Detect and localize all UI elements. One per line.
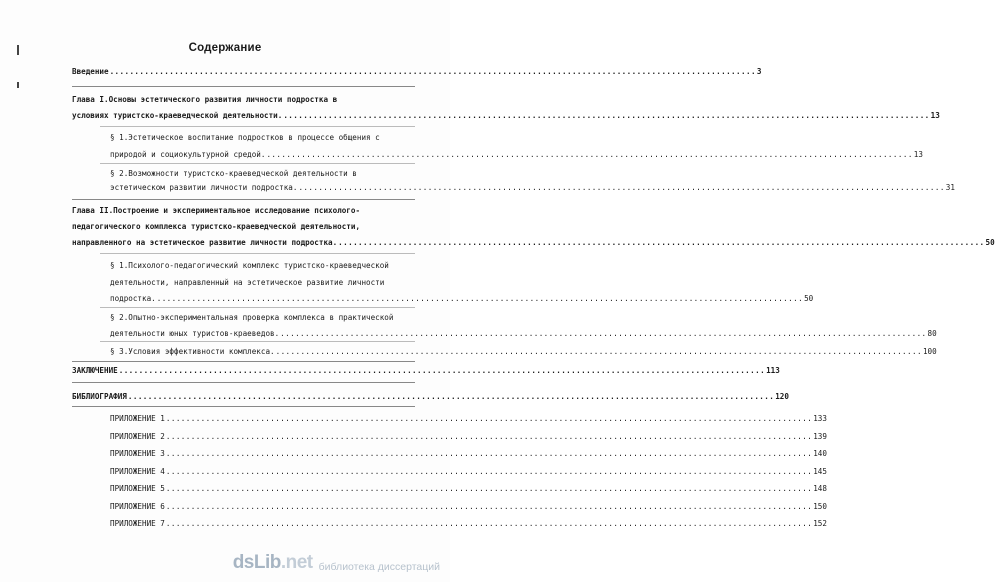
toc-leader-dots: ..................................................................................................................................	[298, 183, 945, 192]
toc-entry-page: 113	[766, 366, 780, 375]
divider	[72, 406, 415, 407]
page-title: Содержание	[188, 42, 262, 54]
toc-entry-appendix[interactable]	[110, 501, 827, 512]
divider	[72, 361, 415, 362]
divider	[100, 126, 415, 127]
toc-entry-page: 120	[775, 392, 789, 401]
toc-entry-page: 50	[804, 294, 814, 303]
divider	[72, 86, 415, 87]
toc-entry-page: 31	[945, 183, 955, 192]
toc-entry-page: 100	[922, 347, 937, 356]
toc-entry-intro[interactable]	[72, 67, 762, 77]
toc-entry-appendix[interactable]	[110, 519, 827, 529]
toc-entry-page: 145	[813, 466, 827, 476]
toc-entry-appendix[interactable]	[110, 484, 827, 494]
toc-entry-appendix[interactable]	[110, 414, 827, 424]
toc-entry-label: подростка.	[110, 294, 156, 303]
toc-entry-chapter-2[interactable]	[72, 238, 995, 248]
toc-entry-label: ПРИЛОЖЕНИЕ 4	[110, 466, 165, 476]
toc-entry-label: ПРИЛОЖЕНИЕ 3	[110, 449, 165, 458]
toc-entry-label: ПРИЛОЖЕНИЕ 7	[110, 519, 165, 528]
toc-entry-label: ПРИЛОЖЕНИЕ 1	[110, 414, 165, 423]
toc-entry-page: 139	[813, 431, 827, 441]
toc-entry-page: 148	[813, 484, 827, 493]
toc-chapter-2-line: Глава II.Построение и экспериментальное исследование психолого-	[72, 206, 361, 215]
toc-entry-section-2-1[interactable]	[110, 294, 814, 304]
toc-section-2-2-line: § 2.Опытно-экспериментальная проверка комплекса в практической	[110, 313, 394, 322]
toc-leader-dots: ..................................................................................................................................	[338, 238, 985, 247]
toc-entry-page: 80	[927, 329, 937, 338]
toc-entry-appendix[interactable]	[110, 449, 827, 459]
toc-entry-label: эстетическом развитии личности подростка.	[110, 183, 298, 192]
toc-leader-dots: ..................................................................................................................................	[156, 294, 804, 303]
toc-section-1-2-line: § 2.Возможности туристско-краеведческой деятельности в	[110, 169, 357, 178]
toc-entry-label: Введение	[72, 67, 109, 76]
watermark	[233, 552, 440, 574]
divider	[100, 307, 415, 308]
toc-entry-section-2-2[interactable]	[110, 329, 937, 339]
toc-entry-conclusion[interactable]	[72, 366, 780, 376]
toc-leader-dots: ..................................................................................................................................	[118, 366, 766, 375]
toc-entry-appendix[interactable]	[110, 431, 827, 442]
divider	[100, 163, 415, 164]
toc-entry-label: ПРИЛОЖЕНИЕ 2	[110, 431, 165, 441]
toc-chapter-2-line: педагогического комплекса туристско-краеведческой деятельности,	[72, 222, 361, 231]
toc-entry-page: 13	[913, 150, 923, 159]
toc-entry-label: направленного на эстетическое развитие личности подростка.	[72, 238, 338, 247]
toc-entry-section-1-2[interactable]	[110, 183, 955, 193]
toc-leader-dots: ..................................................................................................................................	[165, 501, 813, 511]
toc-entry-page: 13	[930, 111, 940, 120]
toc-leader-dots: ..................................................................................................................................	[165, 414, 813, 423]
divider	[100, 341, 415, 342]
toc-entry-page: 140	[813, 449, 827, 458]
toc-leader-dots: ..................................................................................................................................	[165, 484, 813, 493]
watermark-logo: dsLib.net	[232, 552, 313, 573]
watermark-text: библиотека диссертаций	[318, 560, 440, 573]
toc-entry-page: 152	[813, 519, 827, 528]
toc-section-1-1-line: § 1.Эстетическое воспитание подростков в процессе общения с	[110, 133, 380, 142]
toc-leader-dots: ..................................................................................................................................	[283, 111, 930, 120]
toc-entry-label: природой и социокультурной средой.	[110, 150, 266, 159]
toc-entry-label: § 3.Условия эффективности комплекса.	[110, 347, 275, 356]
toc-entry-page: 133	[813, 414, 827, 423]
margin-mark	[17, 82, 19, 88]
toc-entry-chapter-1[interactable]	[72, 111, 940, 121]
toc-entry-section-2-3[interactable]	[110, 347, 937, 357]
toc-leader-dots: ..................................................................................................................................	[109, 67, 756, 76]
toc-entry-label: ПРИЛОЖЕНИЕ 6	[110, 501, 165, 511]
toc-entry-bibliography[interactable]	[72, 392, 789, 402]
toc-leader-dots: ..................................................................................................................................	[165, 466, 813, 476]
toc-leader-dots: ..................................................................................................................................	[165, 519, 813, 528]
toc-entry-label: ПРИЛОЖЕНИЕ 5	[110, 484, 165, 493]
toc-leader-dots: ..................................................................................................................................	[127, 392, 775, 401]
toc-leader-dots: ..................................................................................................................................	[266, 150, 913, 159]
divider	[100, 253, 415, 254]
toc-entry-label: деятельности юных туристов-краеведов.	[110, 329, 280, 338]
toc-entry-page: 3	[756, 67, 762, 76]
toc-entry-label: ЗАКЛЮЧЕНИЕ	[72, 366, 118, 375]
divider	[72, 382, 415, 383]
toc-entry-page: 50	[985, 238, 995, 247]
toc-entry-section-1-1[interactable]	[110, 150, 923, 160]
toc-entry-label: условиях туристско-краеведческой деятельности.	[72, 111, 283, 120]
toc-section-2-1-line: деятельности, направленный на эстетическое развитие личности	[110, 278, 385, 287]
toc-leader-dots: ..................................................................................................................................	[165, 431, 813, 441]
toc-chapter-1-line: Глава I.Основы эстетического развития личности подростка в	[72, 95, 338, 104]
toc-section-2-1-line: § 1.Психолого-педагогический комплекс туристско-краеведческой	[110, 261, 389, 270]
divider	[72, 199, 415, 200]
toc-leader-dots: ..................................................................................................................................	[165, 449, 813, 458]
toc-entry-page: 150	[813, 501, 827, 511]
toc-leader-dots: ..................................................................................................................................	[275, 347, 922, 356]
toc-entry-appendix[interactable]	[110, 466, 827, 477]
toc-entry-label: БИБЛИОГРАФИЯ	[72, 392, 127, 401]
toc-leader-dots: ..................................................................................................................................	[280, 329, 927, 338]
